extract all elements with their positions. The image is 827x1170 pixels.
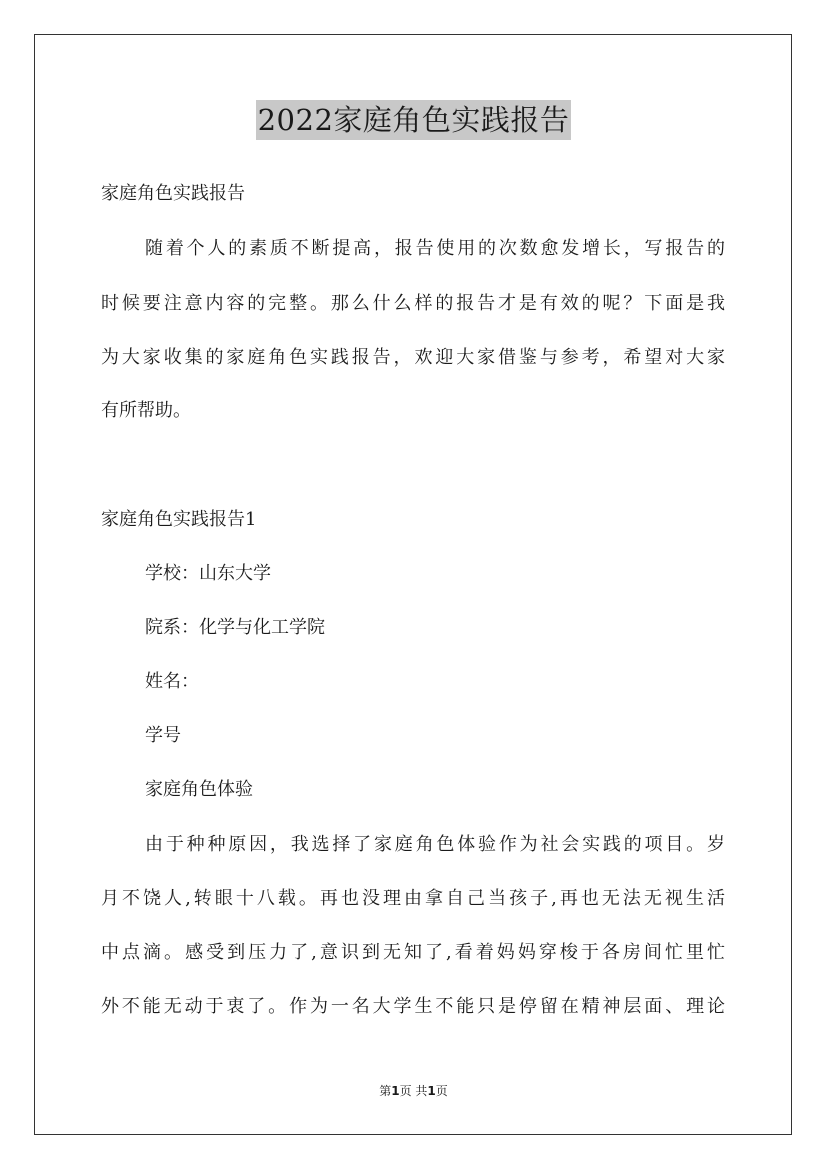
body-line-2: 月不饶人,转眼十八载。再也没理由拿自己当孩子,再也无法无视生活 <box>101 888 725 909</box>
page-footer <box>0 1082 827 1100</box>
field-student-id: 学号 <box>145 725 181 746</box>
field-department: 院系：化学与化工学院 <box>145 617 325 638</box>
intro-line-2: 时候要注意内容的完整。那么什么样的报告才是有效的呢？下面是我 <box>101 293 725 314</box>
footer-page-prefix: 第 <box>379 1084 392 1098</box>
intro-line-4: 有所帮助。 <box>101 400 191 421</box>
subheading: 家庭角色体验 <box>145 779 253 800</box>
intro-heading: 家庭角色实践报告 <box>101 183 245 204</box>
document-title: 2022家庭角色实践报告 <box>256 100 572 140</box>
field-name: 姓名： <box>145 671 199 692</box>
field-school: 学校：山东大学 <box>145 563 271 584</box>
body-line-1: 由于种种原因，我选择了家庭角色体验作为社会实践的项目。岁 <box>145 834 725 855</box>
title-container <box>0 100 827 140</box>
footer-page-mid: 页 共 <box>399 1084 428 1098</box>
intro-line-1: 随着个人的素质不断提高，报告使用的次数愈发增长，写报告的 <box>145 238 725 259</box>
footer-page-current: 1 <box>391 1084 400 1098</box>
intro-line-3: 为大家收集的家庭角色实践报告，欢迎大家借鉴与参考，希望对大家 <box>101 347 725 368</box>
footer-page-suffix: 页 <box>435 1084 448 1098</box>
body-line-4: 外不能无动于衷了。作为一名大学生不能只是停留在精神层面、理论 <box>101 996 725 1017</box>
footer-page-total: 1 <box>427 1084 436 1098</box>
section-heading: 家庭角色实践报告1 <box>101 509 257 530</box>
body-line-3: 中点滴。感受到压力了,意识到无知了,看着妈妈穿梭于各房间忙里忙 <box>101 942 725 963</box>
